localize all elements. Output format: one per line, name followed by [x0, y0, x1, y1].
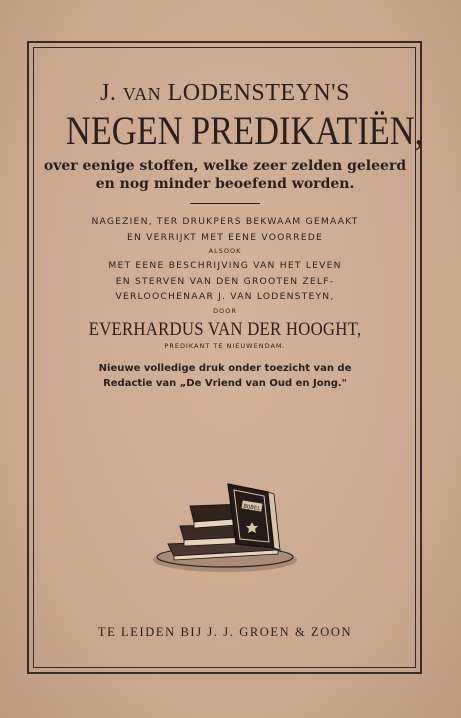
subtitle	[40, 157, 410, 193]
edition-line-1: Nieuwe volledige druk onder toezicht van de	[98, 362, 352, 374]
edit-line-2: EN VERRIJKT MET EENE VOORREDE	[126, 231, 324, 243]
imprint: TE LEIDEN BIJ J. J. GROEN & ZOON	[97, 625, 353, 639]
edit-note	[40, 214, 410, 245]
book-title: NEGEN PREDIKATIËN,	[65, 108, 424, 153]
edition-note	[40, 361, 410, 391]
author-line	[40, 80, 410, 107]
bio-line-1: MET EENE BESCHRIJVING VAN HET LEVEN	[108, 260, 342, 271]
title-block	[40, 80, 424, 391]
divider-rule	[190, 203, 260, 204]
editor-name: EVERHARDUS VAN DER HOOGHT,	[88, 318, 362, 340]
bio-line-3: VERLOOCHENAAR J. VAN LODENSTEYN,	[115, 291, 335, 302]
author-name: LODENSTEYN'S	[161, 80, 350, 106]
book-stack-vignette-icon	[150, 478, 300, 578]
editor-role: PREDIKANT TE NIEUWENDAM.	[164, 341, 286, 350]
author-initial: J.	[100, 80, 123, 106]
edition-line-2: Redactie van „De Vriend van Oud en Jong."	[103, 377, 347, 389]
edit-line-1: NAGEZIEN, TER DRUKPERS BEKWAAM GEMAAKT	[91, 216, 359, 227]
subtitle-line-1: over eenige stoffen, welke zeer zelden geleerd	[43, 158, 407, 174]
bible-label: BIJBEL	[242, 503, 261, 513]
biography-note	[40, 258, 410, 305]
alsook-text: ALSOOK	[208, 247, 242, 255]
subtitle-line-2: en nog minder beoefend worden.	[95, 176, 355, 192]
author-van: VAN	[122, 84, 162, 104]
bio-line-2: EN STERVEN VAN DEN GROOTEN ZELF-	[115, 275, 335, 287]
door-text: DOOR	[213, 306, 237, 315]
